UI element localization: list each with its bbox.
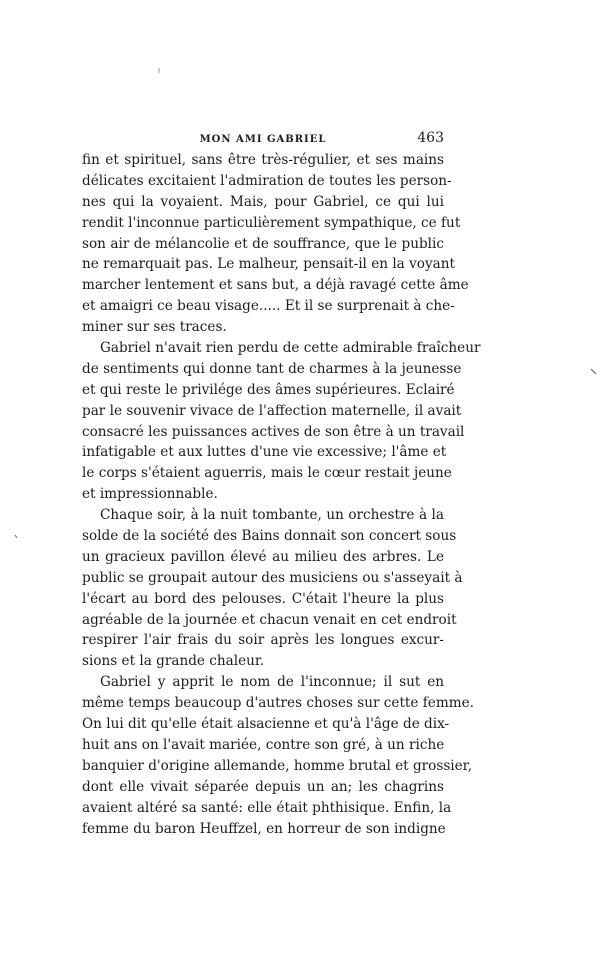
text-line: marcher lentement et sans but, a déjà ravagé cette âme (82, 277, 469, 294)
scan-speck (14, 534, 20, 540)
text-line: On lui dit qu'elle était alsacienne et qu'à l'âge de dix- (82, 716, 450, 733)
text-line: Gabriel y apprit le nom de l'inconnue; il sut en (100, 674, 444, 691)
text-line: solde de la société des Bains donnait son concert sous (82, 528, 457, 545)
page-number: 463 (417, 130, 444, 146)
text-line: sions et la grande chaleur. (82, 653, 265, 670)
running-title: MON AMI GABRIEL (199, 134, 327, 145)
text-line: banquier d'origine allemande, homme brutal et grossier, (82, 757, 473, 774)
body-text (82, 150, 481, 839)
text-line: nes qui la voyaient. Mais, pour Gabriel, ce qui lui (82, 193, 444, 210)
text-line: son air de mélancolie et de souffrance, que le public (82, 235, 444, 252)
text-line: Chaque soir, à la nuit tombante, un orchestre à la (100, 507, 444, 524)
text-line: le corps s'étaient aguerris, mais le cœur restait jeune (82, 465, 452, 482)
text-line: et impressionnable. (82, 486, 218, 503)
text-line: consacré les puissances actives de son être à un travail (82, 423, 465, 440)
text-line: public se groupait autour des musiciens ou s'asseyait à (82, 569, 463, 586)
text-line: l'écart au bord des pelouses. C'était l'heure la plus (82, 590, 444, 607)
paragraph (82, 505, 463, 672)
text-line: et amaigri ce beau visage..... Et il se surprenait à che- (82, 298, 455, 315)
text-line: respirer l'air frais du soir après les longues excur- (82, 632, 444, 649)
page-header (82, 130, 444, 150)
scan-speck (590, 368, 598, 376)
text-line: fin et spirituel, sans être très-régulier, et ses mains (82, 152, 444, 168)
paragraph (82, 672, 474, 839)
text-line: Gabriel n'avait rien perdu de cette admirable fraîcheur (100, 340, 481, 357)
paragraph (82, 150, 469, 338)
text-line: miner sur ses traces. (82, 319, 227, 336)
text-line: par le souvenir vivace de l'affection maternelle, il avait (82, 402, 462, 419)
text-line: même temps beaucoup d'autres choses sur cette femme. (82, 695, 474, 712)
text-line: délicates excitaient l'admiration de toutes les person- (82, 172, 452, 189)
text-line: huit ans on l'avait mariée, contre son gré, à un riche (82, 736, 445, 753)
text-line: avaient altéré sa santé: elle était phthisique. Enfin, la (82, 799, 452, 816)
paragraph (82, 338, 481, 505)
text-line: rendit l'inconnue particulièrement sympathique, ce fut (82, 214, 461, 231)
text-line: dont elle vivait séparée depuis un an; les chagrins (82, 778, 444, 795)
text-line: infatigable et aux luttes d'une vie excessive; l'âme et (82, 444, 447, 461)
text-line: agréable de la journée et chacun venait en cet endroit (82, 611, 457, 628)
text-line: ne remarquait pas. Le malheur, pensait-il en la voyant (82, 256, 455, 273)
scan-speck (157, 68, 161, 74)
text-line: un gracieux pavillon élevé au milieu des arbres. Le (82, 548, 444, 565)
text-line: femme du baron Heuffzel, en horreur de son indigne (82, 820, 446, 837)
text-line: et qui reste le privilége des âmes supérieures. Eclairé (82, 381, 455, 398)
text-line: de sentiments qui donne tant de charmes à la jeunesse (82, 360, 462, 377)
